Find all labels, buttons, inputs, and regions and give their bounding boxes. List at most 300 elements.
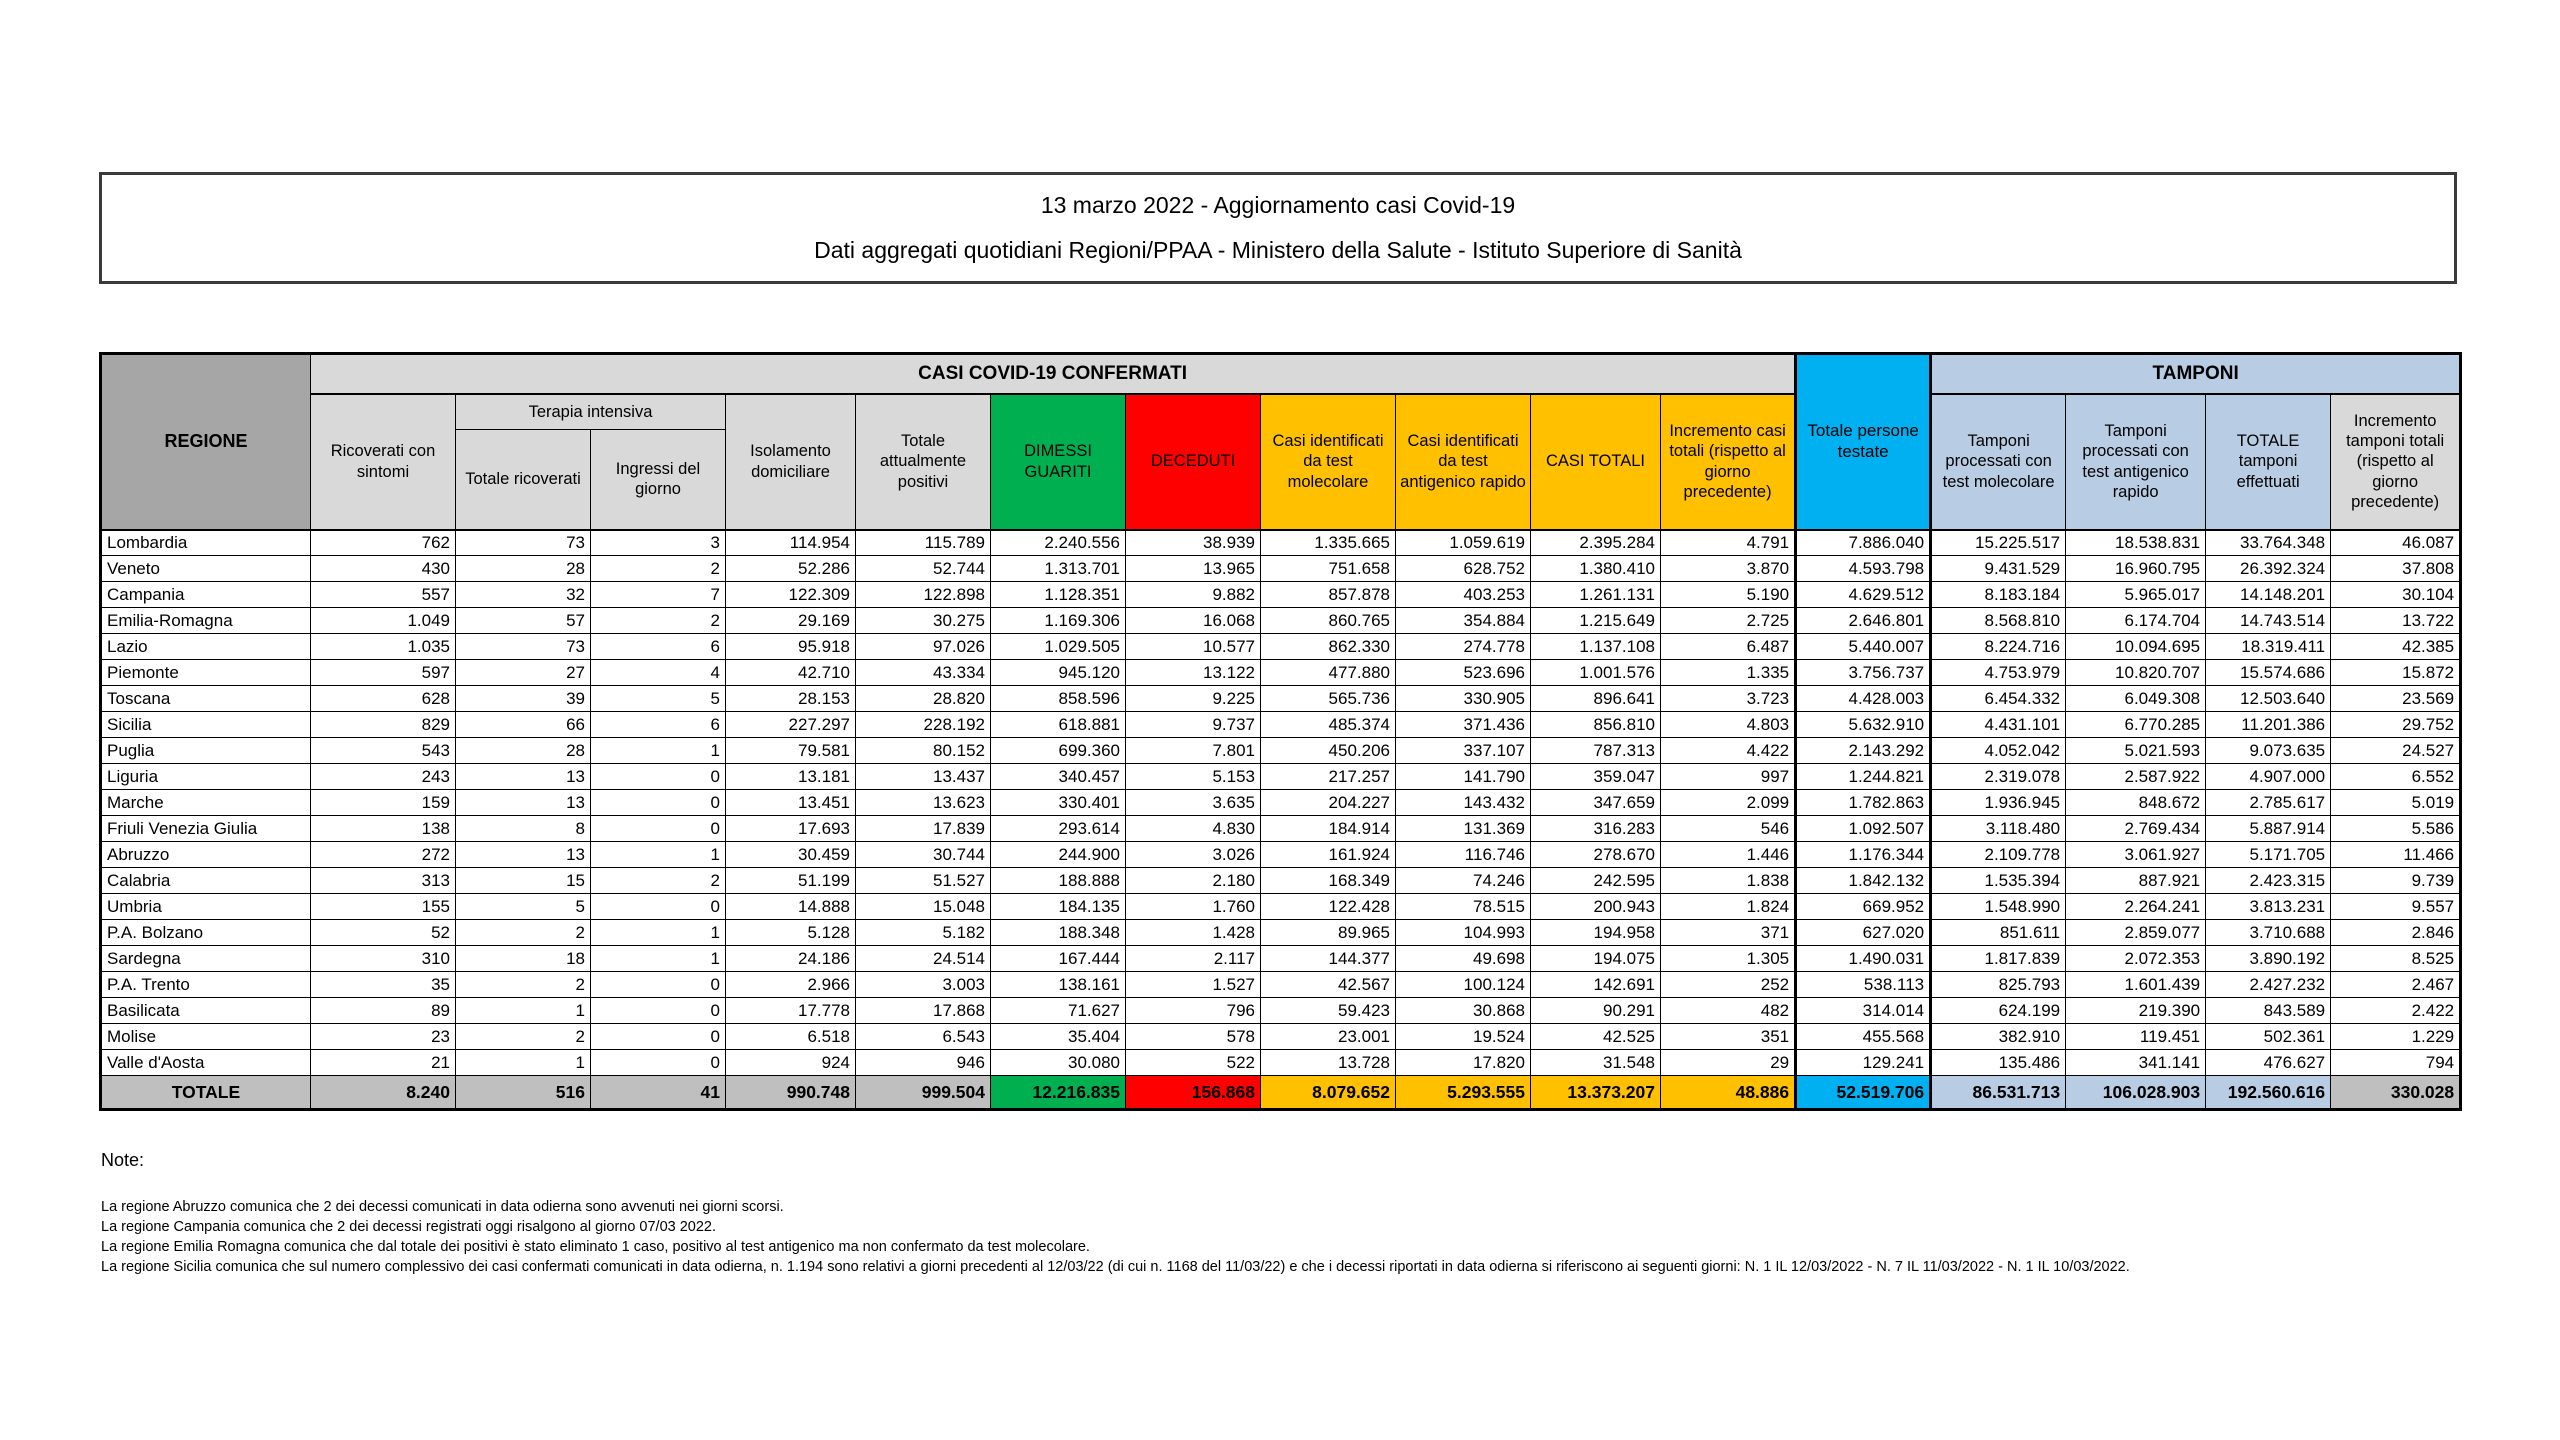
region-name: Toscana [101, 686, 311, 712]
value-cell: 477.880 [1261, 660, 1396, 686]
value-cell: 699.360 [991, 738, 1126, 764]
value-cell: 6 [591, 634, 726, 660]
value-cell: 538.113 [1796, 972, 1931, 998]
value-cell: 618.881 [991, 712, 1126, 738]
total-value-cell: 330.028 [2331, 1076, 2461, 1110]
value-cell: 116.746 [1396, 842, 1531, 868]
total-value-cell: 516 [456, 1076, 591, 1110]
value-cell: 1.176.344 [1796, 842, 1931, 868]
header-tamponi-antigenico: Tamponi processati con test antigenico rapido [2066, 394, 2206, 530]
value-cell: 272 [311, 842, 456, 868]
value-cell: 628 [311, 686, 456, 712]
value-cell: 2.264.241 [2066, 894, 2206, 920]
value-cell: 28.820 [856, 686, 991, 712]
value-cell: 1 [591, 842, 726, 868]
value-cell: 5.632.910 [1796, 712, 1931, 738]
value-cell: 1.335 [1661, 660, 1796, 686]
value-cell: 8 [456, 816, 591, 842]
value-cell: 2.395.284 [1531, 530, 1661, 556]
value-cell: 243 [311, 764, 456, 790]
value-cell: 1.782.863 [1796, 790, 1931, 816]
value-cell: 194.075 [1531, 946, 1661, 972]
value-cell: 0 [591, 790, 726, 816]
value-cell: 29.169 [726, 608, 856, 634]
notes-section [101, 1150, 2461, 1277]
value-cell: 97.026 [856, 634, 991, 660]
value-cell: 1.838 [1661, 868, 1796, 894]
region-name: Veneto [101, 556, 311, 582]
value-cell: 314.014 [1796, 998, 1931, 1024]
value-cell: 6.552 [2331, 764, 2461, 790]
region-name: Abruzzo [101, 842, 311, 868]
table-row [101, 764, 2461, 790]
value-cell: 57 [456, 608, 591, 634]
total-label: TOTALE [101, 1076, 311, 1110]
total-value-cell: 156.868 [1126, 1076, 1261, 1110]
value-cell: 114.954 [726, 530, 856, 556]
total-value-cell: 86.531.713 [1931, 1076, 2066, 1110]
value-cell: 3.756.737 [1796, 660, 1931, 686]
value-cell: 42.710 [726, 660, 856, 686]
value-cell: 829 [311, 712, 456, 738]
value-cell: 5.190 [1661, 582, 1796, 608]
value-cell: 482 [1661, 998, 1796, 1024]
value-cell: 476.627 [2206, 1050, 2331, 1076]
value-cell: 10.577 [1126, 634, 1261, 660]
value-cell: 860.765 [1261, 608, 1396, 634]
value-cell: 4.428.003 [1796, 686, 1931, 712]
region-name: Valle d'Aosta [101, 1050, 311, 1076]
total-value-cell: 12.216.835 [991, 1076, 1126, 1110]
value-cell: 946 [856, 1050, 991, 1076]
value-cell: 3.710.688 [2206, 920, 2331, 946]
region-name: Calabria [101, 868, 311, 894]
value-cell: 252 [1661, 972, 1796, 998]
region-name: Friuli Venezia Giulia [101, 816, 311, 842]
value-cell: 6.770.285 [2066, 712, 2206, 738]
value-cell: 6.518 [726, 1024, 856, 1050]
value-cell: 12.503.640 [2206, 686, 2331, 712]
value-cell: 32 [456, 582, 591, 608]
value-cell: 2.072.353 [2066, 946, 2206, 972]
value-cell: 1.335.665 [1261, 530, 1396, 556]
covid-data-table [99, 352, 2462, 1111]
table-row [101, 1024, 2461, 1050]
header-deceduti: DECEDUTI [1126, 394, 1261, 530]
value-cell: 90.291 [1531, 998, 1661, 1024]
value-cell: 42.385 [2331, 634, 2461, 660]
value-cell: 794 [2331, 1050, 2461, 1076]
value-cell: 9.737 [1126, 712, 1261, 738]
value-cell: 2.467 [2331, 972, 2461, 998]
value-cell: 2.143.292 [1796, 738, 1931, 764]
total-value-cell: 48.886 [1661, 1076, 1796, 1110]
value-cell: 2.422 [2331, 998, 2461, 1024]
value-cell: 122.898 [856, 582, 991, 608]
total-value-cell: 52.519.706 [1796, 1076, 1931, 1110]
value-cell: 2.587.922 [2066, 764, 2206, 790]
value-cell: 0 [591, 816, 726, 842]
value-cell: 450.206 [1261, 738, 1396, 764]
header-isolamento-domiciliare: Isolamento domiciliare [726, 394, 856, 530]
value-cell: 79.581 [726, 738, 856, 764]
value-cell: 35.404 [991, 1024, 1126, 1050]
value-cell: 1.137.108 [1531, 634, 1661, 660]
value-cell: 18.538.831 [2066, 530, 2206, 556]
value-cell: 6.174.704 [2066, 608, 2206, 634]
value-cell: 848.672 [2066, 790, 2206, 816]
notes-heading: Note: [101, 1150, 145, 1170]
value-cell: 4.791 [1661, 530, 1796, 556]
value-cell: 188.888 [991, 868, 1126, 894]
value-cell: 17.693 [726, 816, 856, 842]
header-casi-totali: CASI TOTALI [1531, 394, 1661, 530]
value-cell: 862.330 [1261, 634, 1396, 660]
value-cell: 522 [1126, 1050, 1261, 1076]
value-cell: 71.627 [991, 998, 1126, 1024]
value-cell: 244.900 [991, 842, 1126, 868]
value-cell: 1.527 [1126, 972, 1261, 998]
value-cell: 37.808 [2331, 556, 2461, 582]
value-cell: 42.567 [1261, 972, 1396, 998]
table-row [101, 816, 2461, 842]
value-cell: 28.153 [726, 686, 856, 712]
value-cell: 2.117 [1126, 946, 1261, 972]
value-cell: 557 [311, 582, 456, 608]
table-row [101, 738, 2461, 764]
header-regione: REGIONE [101, 354, 311, 530]
value-cell: 30.104 [2331, 582, 2461, 608]
table-row [101, 894, 2461, 920]
value-cell: 10.820.707 [2066, 660, 2206, 686]
value-cell: 31.548 [1531, 1050, 1661, 1076]
value-cell: 337.107 [1396, 738, 1531, 764]
value-cell: 131.369 [1396, 816, 1531, 842]
table-row [101, 712, 2461, 738]
value-cell: 2.180 [1126, 868, 1261, 894]
value-cell: 316.283 [1531, 816, 1661, 842]
value-cell: 228.192 [856, 712, 991, 738]
value-cell: 3.061.927 [2066, 842, 2206, 868]
table-row [101, 946, 2461, 972]
value-cell: 851.611 [1931, 920, 2066, 946]
value-cell: 10.094.695 [2066, 634, 2206, 660]
value-cell: 6.487 [1661, 634, 1796, 660]
value-cell: 184.135 [991, 894, 1126, 920]
header-tamponi-molecolare: Tamponi processati con test molecolare [1931, 394, 2066, 530]
table-row [101, 634, 2461, 660]
value-cell: 122.428 [1261, 894, 1396, 920]
value-cell: 30.868 [1396, 998, 1531, 1024]
value-cell: 751.658 [1261, 556, 1396, 582]
region-name: P.A. Bolzano [101, 920, 311, 946]
value-cell: 8.224.716 [1931, 634, 2066, 660]
value-cell: 5.887.914 [2206, 816, 2331, 842]
value-cell: 796 [1126, 998, 1261, 1024]
value-cell: 1 [456, 1050, 591, 1076]
value-cell: 5.440.007 [1796, 634, 1931, 660]
value-cell: 7.801 [1126, 738, 1261, 764]
value-cell: 35 [311, 972, 456, 998]
value-cell: 9.739 [2331, 868, 2461, 894]
region-name: Lombardia [101, 530, 311, 556]
value-cell: 4.052.042 [1931, 738, 2066, 764]
note-line-campania: La regione Campania comunica che 2 dei decessi registrati oggi risalgono al giorno 07/03 2022. [101, 1219, 717, 1235]
value-cell: 669.952 [1796, 894, 1931, 920]
value-cell: 5 [456, 894, 591, 920]
value-cell: 135.486 [1931, 1050, 2066, 1076]
value-cell: 14.743.514 [2206, 608, 2331, 634]
value-cell: 5.965.017 [2066, 582, 2206, 608]
value-cell: 0 [591, 764, 726, 790]
value-cell: 6 [591, 712, 726, 738]
value-cell: 29.752 [2331, 712, 2461, 738]
header-casi-test-molecolare: Casi identificati da test molecolare [1261, 394, 1396, 530]
value-cell: 29 [1661, 1050, 1796, 1076]
value-cell: 13 [456, 842, 591, 868]
value-cell: 33.764.348 [2206, 530, 2331, 556]
value-cell: 6.049.308 [2066, 686, 2206, 712]
value-cell: 4.753.979 [1931, 660, 2066, 686]
header-attualmente-positivi: Totale attualmente positivi [856, 394, 991, 530]
value-cell: 17.868 [856, 998, 991, 1024]
value-cell: 2.769.434 [2066, 816, 2206, 842]
value-cell: 945.120 [991, 660, 1126, 686]
value-cell: 51.199 [726, 868, 856, 894]
value-cell: 330.401 [991, 790, 1126, 816]
total-value-cell: 990.748 [726, 1076, 856, 1110]
value-cell: 14.888 [726, 894, 856, 920]
region-name: Molise [101, 1024, 311, 1050]
value-cell: 188.348 [991, 920, 1126, 946]
value-cell: 5.586 [2331, 816, 2461, 842]
value-cell: 1 [591, 946, 726, 972]
region-name: Sicilia [101, 712, 311, 738]
value-cell: 242.595 [1531, 868, 1661, 894]
value-cell: 74.246 [1396, 868, 1531, 894]
value-cell: 18.319.411 [2206, 634, 2331, 660]
value-cell: 7.886.040 [1796, 530, 1931, 556]
value-cell: 43.334 [856, 660, 991, 686]
value-cell: 2 [591, 868, 726, 894]
region-name: Sardegna [101, 946, 311, 972]
value-cell: 825.793 [1931, 972, 2066, 998]
value-cell: 21 [311, 1050, 456, 1076]
region-name: Lazio [101, 634, 311, 660]
value-cell: 340.457 [991, 764, 1126, 790]
value-cell: 5.182 [856, 920, 991, 946]
header-casi-confermati-group: CASI COVID-19 CONFERMATI [311, 354, 1796, 394]
header-totale-tamponi: TOTALE tamponi effettuati [2206, 394, 2331, 530]
value-cell: 4.629.512 [1796, 582, 1931, 608]
value-cell: 543 [311, 738, 456, 764]
value-cell: 2.240.556 [991, 530, 1126, 556]
header-casi-test-antigenico: Casi identificati da test antigenico rapido [1396, 394, 1531, 530]
value-cell: 95.918 [726, 634, 856, 660]
value-cell: 1.305 [1661, 946, 1796, 972]
value-cell: 1.092.507 [1796, 816, 1931, 842]
table-row [101, 972, 2461, 998]
table-header [101, 354, 2461, 530]
value-cell: 13.722 [2331, 608, 2461, 634]
value-cell: 1.128.351 [991, 582, 1126, 608]
table-row [101, 530, 2461, 556]
value-cell: 52.744 [856, 556, 991, 582]
value-cell: 3.003 [856, 972, 991, 998]
value-cell: 455.568 [1796, 1024, 1931, 1050]
value-cell: 627.020 [1796, 920, 1931, 946]
header-terapia-intensiva-group: Terapia intensiva [456, 394, 726, 430]
value-cell: 0 [591, 1050, 726, 1076]
total-value-cell: 5.293.555 [1396, 1076, 1531, 1110]
value-cell: 1.817.839 [1931, 946, 2066, 972]
value-cell: 9.073.635 [2206, 738, 2331, 764]
value-cell: 28 [456, 556, 591, 582]
value-cell: 274.778 [1396, 634, 1531, 660]
value-cell: 73 [456, 634, 591, 660]
value-cell: 4.431.101 [1931, 712, 2066, 738]
value-cell: 371 [1661, 920, 1796, 946]
value-cell: 430 [311, 556, 456, 582]
value-cell: 159 [311, 790, 456, 816]
value-cell: 1.446 [1661, 842, 1796, 868]
note-line-emilia-romagna: La regione Emilia Romagna comunica che dal totale dei positivi è stato eliminato 1 caso, positivo al test antigenico ma non confermato da test molecolare. [101, 1239, 1090, 1255]
value-cell: 2.099 [1661, 790, 1796, 816]
value-cell: 30.459 [726, 842, 856, 868]
value-cell: 141.790 [1396, 764, 1531, 790]
value-cell: 3.635 [1126, 790, 1261, 816]
value-cell: 858.596 [991, 686, 1126, 712]
header-persone-testate: Totale persone testate [1796, 354, 1931, 530]
value-cell: 23.569 [2331, 686, 2461, 712]
value-cell: 485.374 [1261, 712, 1396, 738]
value-cell: 24.527 [2331, 738, 2461, 764]
value-cell: 49.698 [1396, 946, 1531, 972]
value-cell: 26.392.324 [2206, 556, 2331, 582]
value-cell: 1.601.439 [2066, 972, 2206, 998]
value-cell: 42.525 [1531, 1024, 1661, 1050]
value-cell: 80.152 [856, 738, 991, 764]
value-cell: 565.736 [1261, 686, 1396, 712]
value-cell: 787.313 [1531, 738, 1661, 764]
table-row [101, 686, 2461, 712]
value-cell: 5.021.593 [2066, 738, 2206, 764]
value-cell: 1.001.576 [1531, 660, 1661, 686]
value-cell: 73 [456, 530, 591, 556]
value-cell: 1.313.701 [991, 556, 1126, 582]
note-line-sicilia: La regione Sicilia comunica che sul numero complessivo dei casi confermati comunicati in data odierna, n. 1.194 sono relativi a giorni precedenti al 12/03/22 (di cui n. 1168 del 11/03/22) e che i decessi riportati in data odierna si riferiscono ai seguenti giorni: N. 1 IL 12/03/2022 - N. 7 IL 11/03/2022 - N. 1 IL 10/03/2022. [101, 1259, 2130, 1275]
value-cell: 856.810 [1531, 712, 1661, 738]
value-cell: 204.227 [1261, 790, 1396, 816]
value-cell: 278.670 [1531, 842, 1661, 868]
total-row [101, 1076, 2461, 1110]
table-row [101, 868, 2461, 894]
value-cell: 0 [591, 894, 726, 920]
value-cell: 2.423.315 [2206, 868, 2331, 894]
value-cell: 2.427.232 [2206, 972, 2331, 998]
value-cell: 924 [726, 1050, 856, 1076]
value-cell: 1 [591, 738, 726, 764]
value-cell: 15.048 [856, 894, 991, 920]
value-cell: 2.319.078 [1931, 764, 2066, 790]
value-cell: 227.297 [726, 712, 856, 738]
value-cell: 16.960.795 [2066, 556, 2206, 582]
region-name: Piemonte [101, 660, 311, 686]
value-cell: 1.936.945 [1931, 790, 2066, 816]
value-cell: 6.543 [856, 1024, 991, 1050]
value-cell: 13.728 [1261, 1050, 1396, 1076]
value-cell: 4.803 [1661, 712, 1796, 738]
value-cell: 1.760 [1126, 894, 1261, 920]
value-cell: 5.128 [726, 920, 856, 946]
value-cell: 129.241 [1796, 1050, 1931, 1076]
table-row [101, 998, 2461, 1024]
value-cell: 887.921 [2066, 868, 2206, 894]
value-cell: 1.049 [311, 608, 456, 634]
table-row [101, 556, 2461, 582]
value-cell: 0 [591, 998, 726, 1024]
value-cell: 144.377 [1261, 946, 1396, 972]
value-cell: 857.878 [1261, 582, 1396, 608]
value-cell: 997 [1661, 764, 1796, 790]
total-value-cell: 41 [591, 1076, 726, 1110]
value-cell: 310 [311, 946, 456, 972]
value-cell: 18 [456, 946, 591, 972]
value-cell: 217.257 [1261, 764, 1396, 790]
value-cell: 15.225.517 [1931, 530, 2066, 556]
value-cell: 14.148.201 [2206, 582, 2331, 608]
value-cell: 11.201.386 [2206, 712, 2331, 738]
value-cell: 523.696 [1396, 660, 1531, 686]
value-cell: 200.943 [1531, 894, 1661, 920]
value-cell: 341.141 [2066, 1050, 2206, 1076]
table-row [101, 1050, 2461, 1076]
value-cell: 2 [456, 1024, 591, 1050]
value-cell: 138 [311, 816, 456, 842]
region-name: Umbria [101, 894, 311, 920]
value-cell: 1.229 [2331, 1024, 2461, 1050]
value-cell: 59.423 [1261, 998, 1396, 1024]
value-cell: 2 [591, 556, 726, 582]
value-cell: 194.958 [1531, 920, 1661, 946]
header-ricoverati-sintomi: Ricoverati con sintomi [311, 394, 456, 530]
value-cell: 4.907.000 [2206, 764, 2331, 790]
value-cell: 23 [311, 1024, 456, 1050]
value-cell: 13.965 [1126, 556, 1261, 582]
value-cell: 11.466 [2331, 842, 2461, 868]
value-cell: 313 [311, 868, 456, 894]
value-cell: 502.361 [2206, 1024, 2331, 1050]
value-cell: 6.454.332 [1931, 686, 2066, 712]
value-cell: 4 [591, 660, 726, 686]
value-cell: 16.068 [1126, 608, 1261, 634]
table-row [101, 920, 2461, 946]
header-incremento-tamponi: Incremento tamponi totali (rispetto al giorno precedente) [2331, 394, 2461, 530]
value-cell: 624.199 [1931, 998, 2066, 1024]
value-cell: 546 [1661, 816, 1796, 842]
value-cell: 5.171.705 [2206, 842, 2331, 868]
value-cell: 138.161 [991, 972, 1126, 998]
value-cell: 39 [456, 686, 591, 712]
region-name: Basilicata [101, 998, 311, 1024]
value-cell: 2 [456, 920, 591, 946]
value-cell: 2.646.801 [1796, 608, 1931, 634]
value-cell: 168.349 [1261, 868, 1396, 894]
value-cell: 167.444 [991, 946, 1126, 972]
value-cell: 89 [311, 998, 456, 1024]
table-row [101, 660, 2461, 686]
value-cell: 17.820 [1396, 1050, 1531, 1076]
